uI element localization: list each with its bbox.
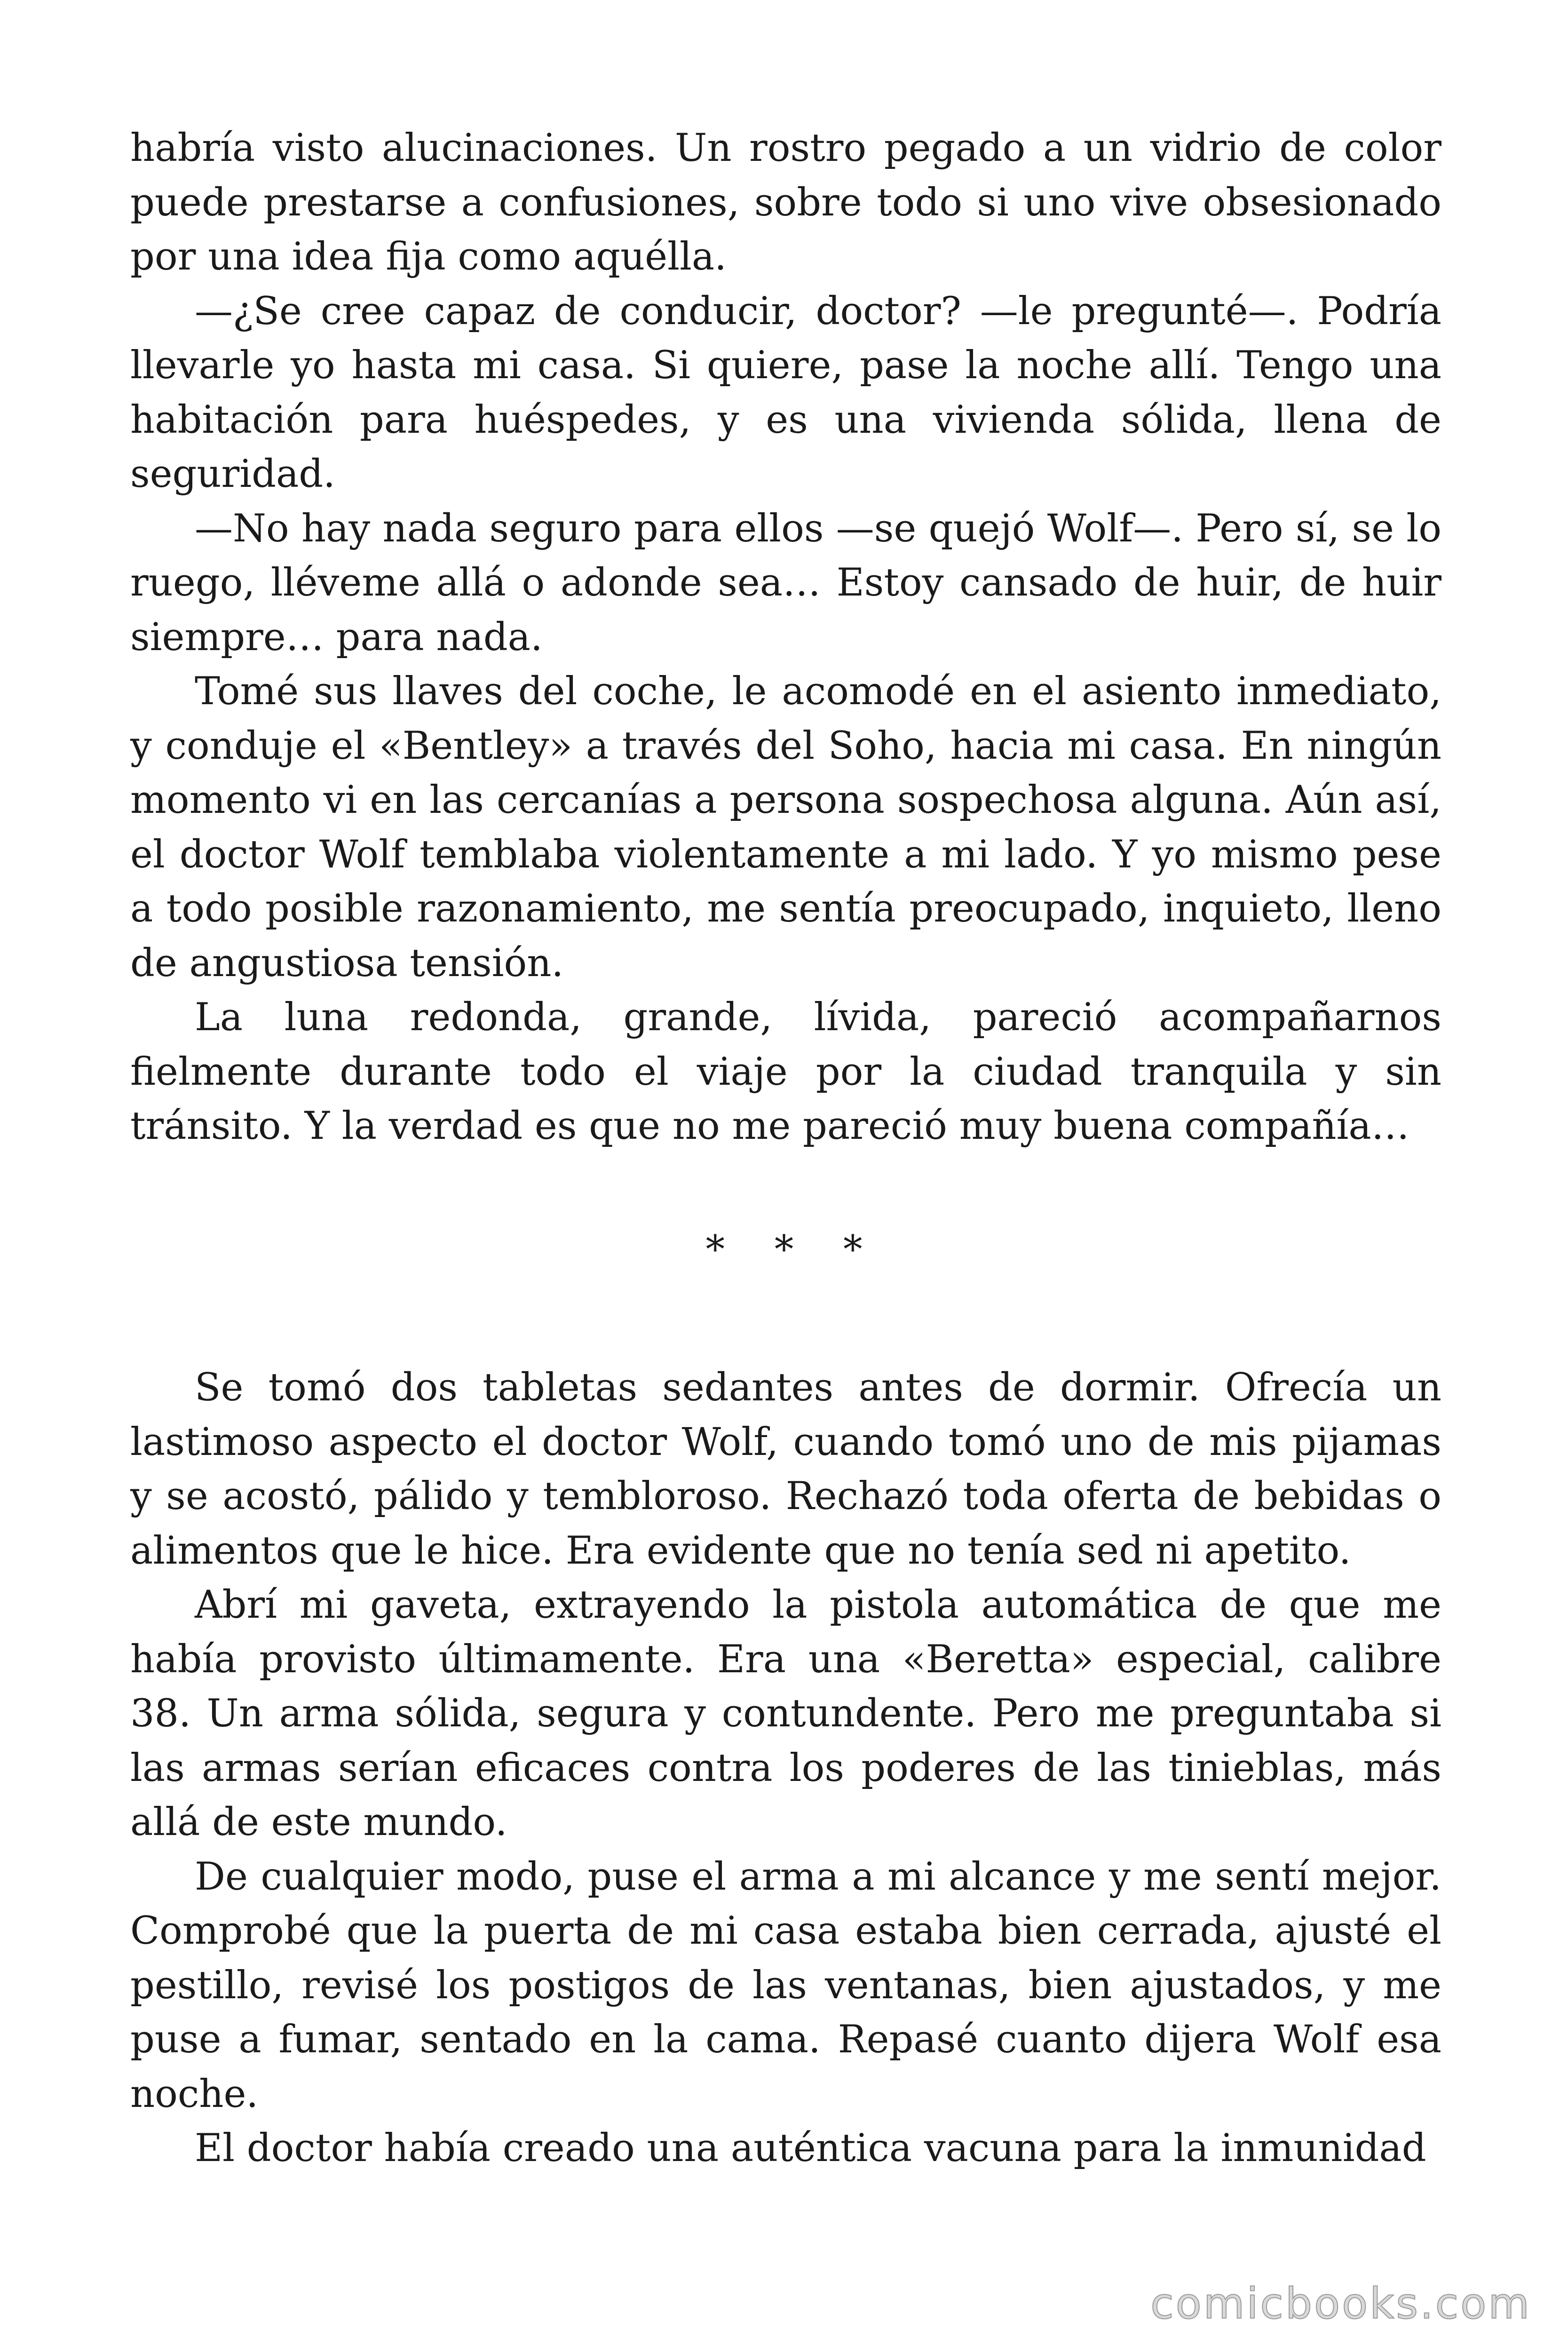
paragraph: Tomé sus llaves del coche, le acomodé en el asiento inmediato, y conduje el «Bentley» a través del Soho, hacia mi casa. En ningún momento vi en las cercanías a persona sospechosa alguna. Aún así, el doctor Wolf temblaba violentamente a mi lado. Y yo mismo pese a todo posible razonamiento, me sentía preocupado, inquieto, lleno de angustiosa tensión.	[130, 669, 1441, 985]
section-break-asterisks: * * *	[705, 1228, 881, 1272]
text-block-after-break	[130, 1361, 1441, 2176]
paragraph: —¿Se cree capaz de conducir, doctor? —le pregunté—. Podría llevarle yo hasta mi casa. Si quiere, pase la noche allí. Tengo una habitación para huéspedes, y es una vivienda sólida, llena de seguridad.	[130, 289, 1441, 496]
paragraph: La luna redonda, grande, lívida, pareció acompañarnos fielmente durante todo el viaje por la ciudad tranquila y sin tránsito. Y la verdad es que no me pareció muy buena compañía…	[130, 995, 1441, 1148]
paragraph: Abrí mi gaveta, extrayendo la pistola automática de que me había provisto últimamente. Era una «Beretta» especial, calibre 38. Un arma sólida, segura y contundente. Pero me preguntaba si las armas serían eficaces contra los poderes de las tinieblas, más allá de este mundo.	[130, 1583, 1441, 1844]
paragraph-last: El doctor había creado una auténtica vacuna para la inmunidad	[195, 2126, 1426, 2170]
watermark: comicbooks.com	[1150, 2279, 1531, 2328]
paragraph: Se tomó dos tabletas sedantes antes de dormir. Ofrecía un lastimoso aspecto el doctor Wolf, cuando tomó uno de mis pijamas y se acostó, pálido y tembloroso. Rechazó toda oferta de bebidas o alimentos que le hice. Era evidente que no tenía sed ni apetito.	[130, 1366, 1441, 1573]
paragraph-continuation: habría visto alucinaciones. Un rostro pegado a un vidrio de color puede prestarse a confusiones, sobre todo si uno vive obsesionado por una idea fija como aquélla.	[130, 126, 1441, 279]
paragraph: De cualquier modo, puse el arma a mi alcance y me sentí mejor. Comprobé que la puerta de mi casa estaba bien cerrada, ajusté el pestillo, revisé los postigos de las ventanas, bien ajustados, y me puse a fumar, sentado en la cama. Repasé cuanto dijera Wolf esa noche.	[130, 1854, 1441, 2116]
paragraph: —No hay nada seguro para ellos —se quejó Wolf—. Pero sí, se lo ruego, lléveme allá o adonde sea… Estoy cansado de huir, de huir siempre… para nada.	[130, 506, 1441, 660]
text-block-before-break	[130, 121, 1441, 1154]
